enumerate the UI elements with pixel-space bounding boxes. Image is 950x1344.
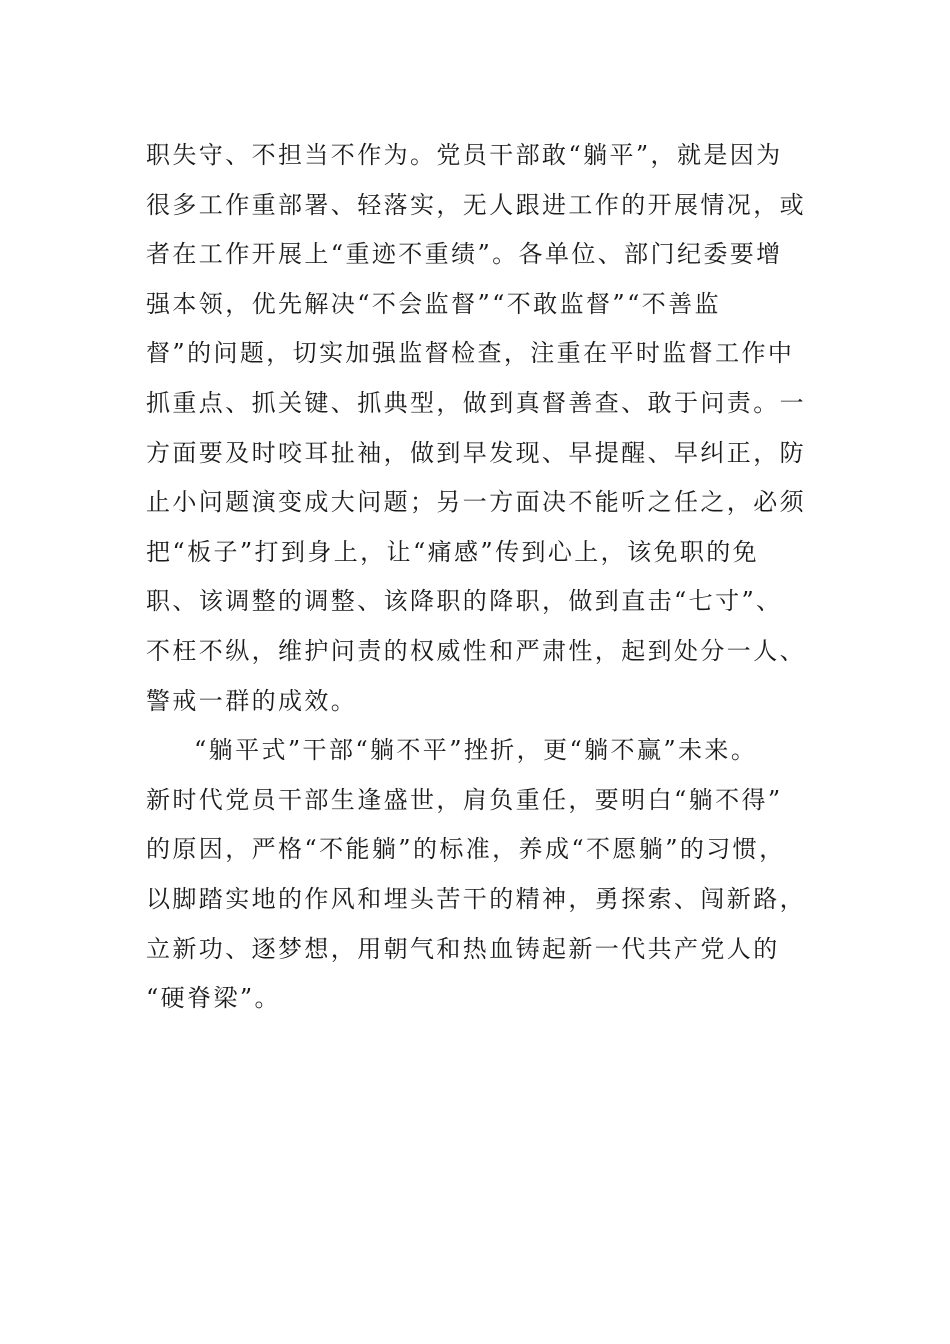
text-line: 职失守、不担当不作为。党员干部敢“躺平”，就是因为 — [146, 141, 783, 169]
text-line: “硬脊梁”。 — [146, 984, 281, 1013]
text-line: 的原因，严格“不能躺”的标准，养成“不愿躺”的习惯， — [146, 835, 786, 864]
body-text — [146, 131, 806, 1024]
text-line: 职、该调整的调整、该降职的降职，做到直击“七寸”、 — [146, 587, 783, 616]
text-line: 不枉不纵，维护问责的权威性和严肃性，起到处分一人、 — [146, 636, 806, 665]
text-line: 督”的问题，切实加强监督检查，注重在平时监督工作中 — [146, 339, 795, 368]
text-line: 强本领，优先解决“不会监督”“不敢监督”“不善监 — [146, 289, 721, 318]
text-line: 以脚踏实地的作风和埋头苦干的精神，勇探索、闯新路， — [146, 884, 806, 913]
text-line: 抓重点、抓关键、抓典型，做到真督善查、敢于问责。一 — [146, 388, 806, 417]
text-line: “躺平式”干部“躺不平”挫折，更“躺不赢”未来。 — [194, 736, 758, 765]
text-line: 警戒一群的成效。 — [146, 686, 358, 715]
text-line: 者在工作开展上“重迹不重绩”。各单位、部门纪委要增 — [146, 240, 783, 269]
text-line: 止小问题演变成大问题；另一方面决不能听之任之，必须 — [146, 488, 806, 517]
text-line: 把“板子”打到身上，让“痛感”传到心上，该免职的免 — [146, 537, 760, 566]
paragraph-2 — [146, 726, 806, 1024]
paragraph-1 — [146, 131, 806, 726]
text-line: 新时代党员干部生逢盛世，肩负重任，要明白“躺不得” — [146, 785, 783, 814]
text-line: 很多工作重部署、轻落实，无人跟进工作的开展情况，或 — [146, 190, 806, 219]
text-line: 立新功、逐梦想，用朝气和热血铸起新一代共产党人的 — [146, 934, 780, 963]
text-line: 方面要及时咬耳扯袖，做到早发现、早提醒、早纠正，防 — [146, 438, 806, 467]
